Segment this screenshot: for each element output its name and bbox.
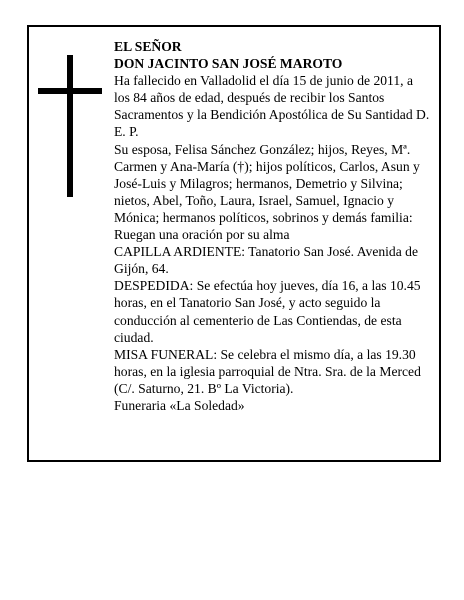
obituary-family-list: Su esposa, Felisa Sánchez González; hijos, Reyes, Mª. Carmen y Ana-María (†); hijos políticos, Carlos, Asun y José-Luis y Milagros; hermanos, Demetrio y Silvina; nietos, Abel, Toño, Laura, Israel, Samuel, Ignacio y Mónica; hermanos políticos, sobrinos y demás familia:: [114, 141, 420, 225]
obituary-chapel-details: CAPILLA ARDIENTE: Tanatorio San José. Avenida de Gijón, 64.: [114, 244, 418, 277]
obituary-funeral-home: Funeraria «La Soledad»: [114, 397, 245, 413]
obituary-funeral-mass-details: MISA FUNERAL: Se celebra el mismo día, a las 19.30 horas, en la iglesia parroquial de Ntra. Sra. de la Merced (C/. Saturno, 21. Bº La Victoria).: [114, 346, 421, 396]
latin-cross-icon: [38, 55, 102, 197]
obituary-prayer-request: Ruegan una oración por su alma: [114, 227, 290, 243]
obituary-death-announcement: Ha fallecido en Valladolid el día 15 de junio de 2011, a los 84 años de edad, después de recibir los Santos Sacramentos y la Bendición Apostólica de Su Santidad D. E. P.: [114, 73, 430, 140]
obituary-farewell-details: DESPEDIDA: Se efectúa hoy jueves, día 16, a las 10.45 horas, en el Tanatorio San José, y acto seguido la conducción al cementerio de Las Contiendas, de esta ciudad.: [114, 278, 421, 345]
obituary-deceased-name: DON JACINTO SAN JOSÉ MAROTO: [114, 56, 343, 72]
obituary-text: [114, 38, 432, 414]
obituary-title-line-1: EL SEÑOR: [114, 39, 182, 54]
cross-horizontal-bar: [38, 88, 102, 94]
cross-vertical-bar: [67, 55, 73, 197]
